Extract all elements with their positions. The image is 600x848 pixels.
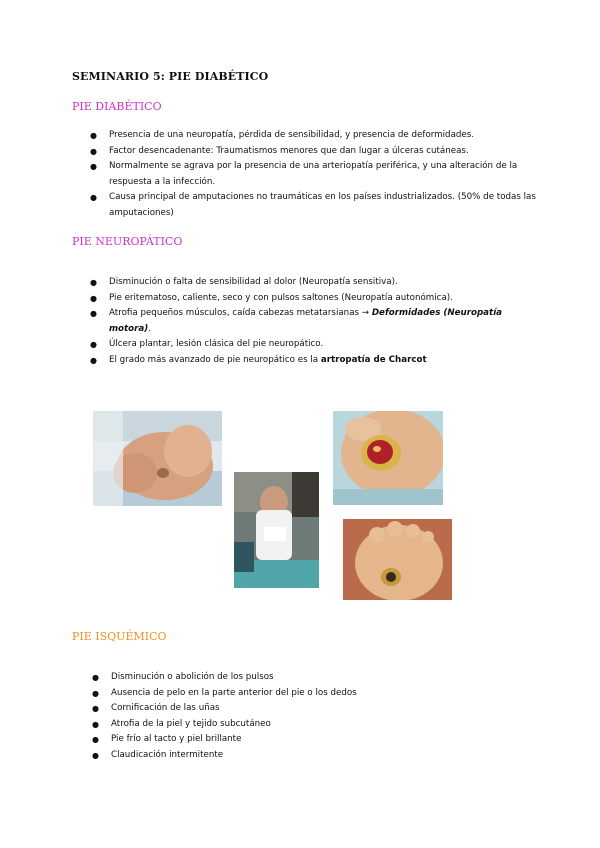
section-heading-pie-isquemico: PIE ISQUÉMICO (72, 630, 167, 643)
list-item: ● Factor desencadenante: Traumatismos menores que dan lugar a úlceras cutáneas. (90, 145, 469, 156)
list-item: ● El grado más avanzado de pie neuropático es la artropatía de Charcot (90, 354, 427, 365)
list-item: ● Presencia de una neuropatía, pérdida de sensibilidad, y presencia de deformidades. (90, 130, 475, 140)
list-item: ● Pie eritematoso, caliente, seco y con pulsos saltones (Neuropatía autonómica). (90, 292, 453, 303)
list-item: ● Ausencia de pelo en la parte anterior del pie o los dedos (92, 687, 357, 698)
foot-plantar-ulcer-photo (343, 519, 452, 600)
page-title: SEMINARIO 5: PIE DIABÉTICO (72, 70, 269, 83)
pie-diabetico-list (90, 128, 538, 221)
foot-bandage-photo (234, 472, 319, 588)
list-item: ● Atrofia pequeños músculos, caída cabezas metatarsianas → Deformidades (Neuropatía motora). (90, 308, 503, 334)
pie-neuropatico-list (90, 275, 538, 368)
section-heading-pie-neuropatico: PIE NEUROPÁTICO (72, 235, 183, 248)
list-item: ● Úlcera plantar, lesión clásica del pie neuropático. (90, 339, 324, 349)
list-item: ● Causa principal de amputaciones no traumáticas en los países industrializados. (50% de todas las amputaciones) (90, 192, 536, 218)
section-heading-pie-diabetico: PIE DIABÉTICO (72, 100, 162, 113)
foot-sole-ulcer-photo-2 (333, 411, 443, 505)
charcot-emphasis: artropatía de Charcot (320, 354, 427, 365)
list-item: ● Cornificación de las uñas (92, 703, 220, 713)
foot-sole-ulcer-photo-1 (93, 411, 222, 506)
list-item: ● Disminución o falta de sensibilidad al dolor (Neuropatía sensitiva). (90, 277, 398, 287)
list-item: ● Claudicación intermitente (92, 749, 224, 760)
list-item: ● Atrofia de la piel y tejido subcutáneo (92, 718, 271, 729)
list-item: ● Pie frío al tacto y piel brillante (92, 734, 242, 744)
deformidades-emphasis: Deformidades (Neuropatía motora) (109, 308, 503, 334)
list-item: ● Normalmente se agrava por la presencia de una arteriopatía periférica, y una alteración de la respuesta a la infección. (90, 161, 518, 187)
list-item: ● Disminución o abolición de los pulsos (92, 672, 274, 682)
pie-isquemico-list (92, 670, 540, 763)
